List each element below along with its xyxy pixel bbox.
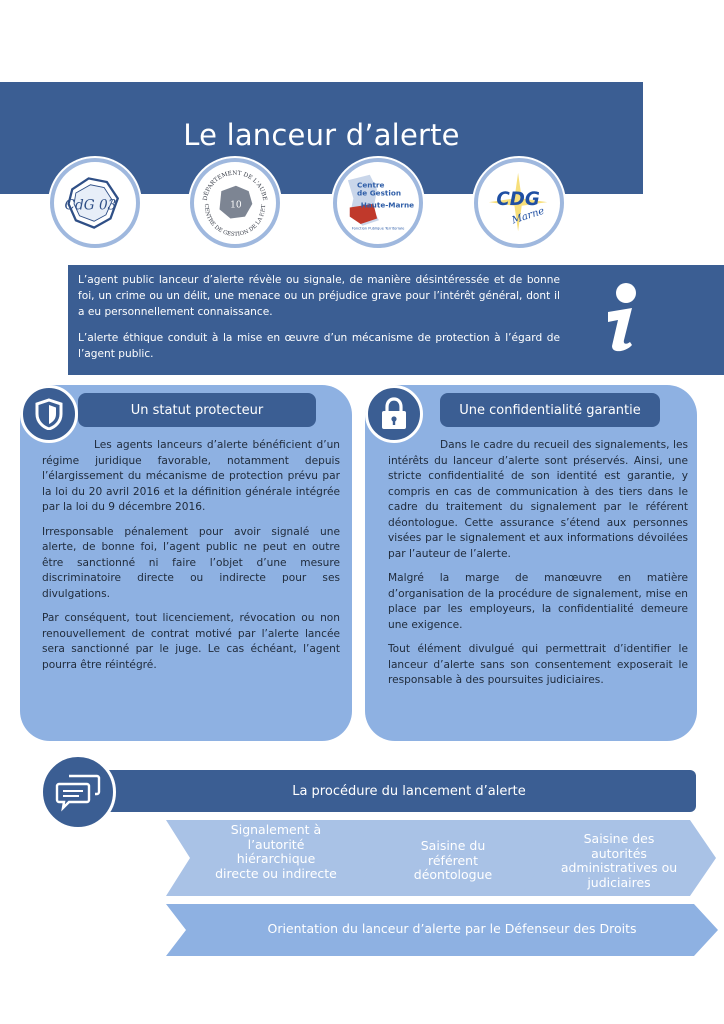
departement-aube-bottom-text: CENTRE DE GESTION DE LA F.P.T: [202, 203, 268, 238]
haute-marne-caption: Fonction Publique Territoriale: [351, 226, 405, 231]
confidentialite-card-body: [388, 438, 688, 689]
cdg-marne-line2: Marne: [510, 205, 546, 227]
step-1-label: Signalement à l’autorité hiérarchique directe ou indirecte: [215, 822, 337, 881]
cdg-marne-line1: CDG: [496, 188, 540, 210]
cdg-aube-logo-text: CdG 03: [64, 197, 117, 214]
cdg-aube-logo: [50, 158, 140, 248]
statut-icon-circle: [20, 385, 78, 443]
intro-text: [78, 272, 560, 362]
page-title: Le lanceur d’alerte: [183, 118, 460, 152]
statut-card-body: [42, 438, 340, 673]
step-2-label: Saisine du référent déontologue: [413, 838, 493, 882]
step-3-label: Saisine des autorités administratives ou judiciaires: [560, 831, 678, 890]
departement-aube-top-text: DÉPARTEMENT DE L'AUBE: [202, 170, 268, 202]
orientation-label: Orientation du lanceur d’alerte par le Défenseur des Droits: [267, 921, 637, 936]
statut-paragraph-1: Les agents lanceurs d’alerte bénéficient d’un régime juridique favorable, notamment depuis l’élargissement du mécanisme de protection prévu par la loi du 20 avril 2016 et la définition générale intégrée par la loi du 9 décembre 2016.: [42, 439, 340, 513]
speech-bubbles-icon: [55, 772, 101, 812]
padlock-icon: [380, 397, 408, 431]
cdg-marne-logo: [474, 158, 564, 248]
departement-aube-number: 10: [230, 200, 242, 211]
intro-paragraph-1: L’agent public lanceur d’alerte révèle ou signale, de manière désintéressée et de bonne foi, un crime ou un délit, une menace ou un préjudice grave pour l’intérêt général, dont il a eu personnellement connaissance.: [78, 274, 560, 318]
procedure-title: La procédure du lancement d’alerte: [292, 783, 526, 799]
shield-icon: [35, 398, 63, 430]
confidentialite-paragraph-3: Tout élément divulgué qui permettrait d’identifier le lanceur d’alerte sans son consentement exposerait le responsable à des poursuites judiciaires.: [388, 643, 688, 686]
cdg-haute-marne-logo: [333, 158, 423, 248]
confidentialite-icon-circle: [365, 385, 423, 443]
info-icon: [590, 282, 650, 354]
confidentialite-paragraph-2: Malgré la marge de manœuvre en matière d’organisation de la procédure de signalement, mise en place par les employeurs, la confidentialité demeure une exigence.: [388, 572, 688, 631]
haute-marne-line1: Centre: [357, 180, 385, 190]
haute-marne-line3: Haute-Marne: [360, 200, 415, 210]
statut-paragraph-2: Irresponsable pénalement pour avoir signalé une alerte, de bonne foi, l’agent public ne peut en outre être sanctionné ni faire l’objet d’une mesure discriminatoire directe ou indirecte pour ses divulgations.: [42, 525, 340, 600]
procedure-title-bar: [92, 770, 696, 812]
confidentialite-card-title: Une confidentialité garantie: [440, 393, 660, 427]
statut-paragraph-3: Par conséquent, tout licenciement, révocation ou non renouvellement de contrat motivé par l’alerte lancée sera sanctionné par le juge. Le cas échéant, l’agent pourra être réintégré.: [42, 612, 340, 671]
intro-paragraph-2: L’alerte éthique conduit à la mise en œuvre d’un mécanisme de protection à l’égard de l’agent public.: [78, 332, 560, 360]
statut-card-title: Un statut protecteur: [78, 393, 316, 427]
departement-aube-logo: [190, 158, 280, 248]
haute-marne-line2: de Gestion: [357, 188, 402, 198]
confidentialite-paragraph-1: Dans le cadre du recueil des signalements, les intérêts du lanceur d’alerte sont préservés. Ainsi, une stricte confidentialité de son identité est garantie, y compris en cas de communication à des tiers dans le cadre du traitement du signalement par le référent déontologue. Cette assurance s’étend aux personnes visées par le signalement et aux informations dévoilées par l’auteur de l’alerte.: [388, 439, 688, 560]
